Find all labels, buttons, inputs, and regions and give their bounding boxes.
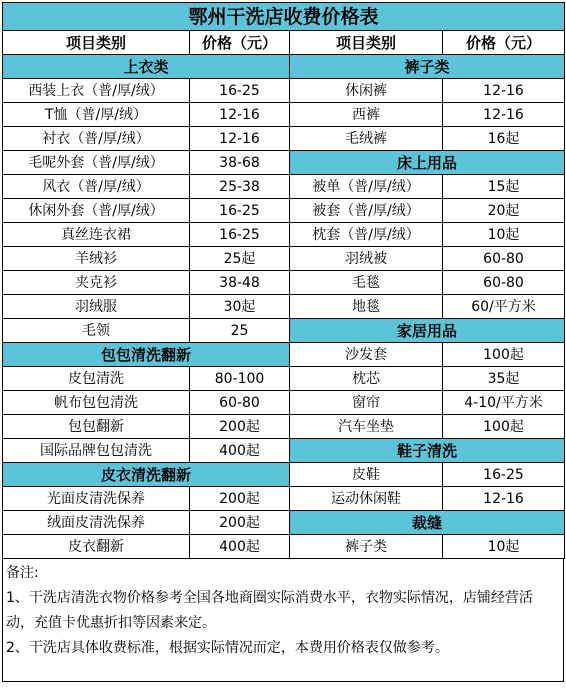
item-price-right: 16起 <box>443 127 565 151</box>
item-name-left: 衬衣（普/厚/绒） <box>3 127 190 151</box>
item-price-left: 38-68 <box>190 151 290 175</box>
item-name-right: 西裤 <box>290 103 443 127</box>
item-name-right: 羽绒被 <box>290 247 443 271</box>
header-price-right: 价格（元） <box>443 31 565 55</box>
table-row <box>3 103 565 127</box>
item-name-left: 绒面皮清洗保养 <box>3 511 190 535</box>
header-item-right: 项目类别 <box>290 31 443 55</box>
section-header-left: 皮衣清洗翻新 <box>3 463 290 487</box>
item-name-right: 毛绒裤 <box>290 127 443 151</box>
table-row <box>3 535 565 559</box>
table-row <box>3 511 565 535</box>
table-row <box>3 151 565 175</box>
item-price-left: 16-25 <box>190 79 290 103</box>
item-price-right: 20起 <box>443 199 565 223</box>
item-name-right: 枕芯 <box>290 367 443 391</box>
table-row <box>3 463 565 487</box>
item-price-left: 25 <box>190 319 290 343</box>
item-price-left: 38-48 <box>190 271 290 295</box>
item-price-left: 12-16 <box>190 103 290 127</box>
table-row <box>3 199 565 223</box>
item-price-left: 200起 <box>190 487 290 511</box>
item-name-right: 皮鞋 <box>290 463 443 487</box>
section-header-right: 鞋子清洗 <box>290 439 565 463</box>
table-row <box>3 55 565 79</box>
table-row <box>3 415 565 439</box>
header-price-left: 价格（元） <box>190 31 290 55</box>
item-name-right: 毛毯 <box>290 271 443 295</box>
item-name-left: 国际品牌包包清洗 <box>3 439 190 463</box>
item-price-right: 16-25 <box>443 463 565 487</box>
table-row <box>3 271 565 295</box>
item-price-left: 60-80 <box>190 391 290 415</box>
section-header-right: 裁缝 <box>290 511 565 535</box>
header-item-left: 项目类别 <box>3 31 190 55</box>
item-name-left: 皮衣翻新 <box>3 535 190 559</box>
item-price-left: 200起 <box>190 415 290 439</box>
page-title: 鄂州干洗店收费价格表 <box>3 3 565 31</box>
item-name-left: 羊绒衫 <box>3 247 190 271</box>
item-price-left: 400起 <box>190 439 290 463</box>
table-row <box>3 391 565 415</box>
item-name-left: 光面皮清洗保养 <box>3 487 190 511</box>
item-price-right: 10起 <box>443 535 565 559</box>
notes-box <box>2 559 564 682</box>
item-price-right: 60/平方米 <box>443 295 565 319</box>
item-price-right: 4-10/平方米 <box>443 391 565 415</box>
item-name-left: 真丝连衣裙 <box>3 223 190 247</box>
item-price-right: 100起 <box>443 415 565 439</box>
table-row <box>3 223 565 247</box>
section-header-right: 家居用品 <box>290 319 565 343</box>
item-name-left: 帆布包包清洗 <box>3 391 190 415</box>
price-table <box>2 2 565 559</box>
section-header-left: 上衣类 <box>3 55 290 79</box>
item-name-left: 毛领 <box>3 319 190 343</box>
table-row <box>3 343 565 367</box>
notes-line-2: 2、干洗店具体收费标准，根据实际情况而定，本费用价格表仅做参考。 <box>6 640 449 656</box>
item-price-right: 12-16 <box>443 79 565 103</box>
item-price-right: 35起 <box>443 367 565 391</box>
item-name-left: T恤（普/厚/绒） <box>3 103 190 127</box>
notes-heading: 备注: <box>6 565 39 581</box>
item-price-right: 12-16 <box>443 487 565 511</box>
item-name-right: 被单（普/厚/绒） <box>290 175 443 199</box>
table-row <box>3 439 565 463</box>
item-price-right: 10起 <box>443 223 565 247</box>
section-header-right: 裤子类 <box>290 55 565 79</box>
table-row <box>3 79 565 103</box>
item-price-left: 16-25 <box>190 223 290 247</box>
item-price-left: 16-25 <box>190 199 290 223</box>
item-name-right: 被套（普/厚/绒） <box>290 199 443 223</box>
table-row <box>3 319 565 343</box>
price-sheet <box>2 2 564 688</box>
table-row <box>3 127 565 151</box>
item-name-right: 汽车坐垫 <box>290 415 443 439</box>
item-price-left: 200起 <box>190 511 290 535</box>
title-row <box>3 3 565 31</box>
item-name-left: 羽绒服 <box>3 295 190 319</box>
item-price-right: 60-80 <box>443 247 565 271</box>
item-name-right: 休闲裤 <box>290 79 443 103</box>
notes-line-1: 1、干洗店清洗衣物价格参考全国各地商圈实际消费水平，衣物实际情况，店铺经营活动，充值卡优惠折扣等因素来定。 <box>6 590 533 631</box>
item-name-left: 西装上衣（普/厚/绒） <box>3 79 190 103</box>
item-price-left: 25-38 <box>190 175 290 199</box>
item-name-left: 包包翻新 <box>3 415 190 439</box>
item-name-right: 窗帘 <box>290 391 443 415</box>
item-price-left: 25起 <box>190 247 290 271</box>
item-name-right: 地毯 <box>290 295 443 319</box>
item-price-right: 12-16 <box>443 103 565 127</box>
section-header-right: 床上用品 <box>290 151 565 175</box>
item-price-left: 12-16 <box>190 127 290 151</box>
item-price-left: 80-100 <box>190 367 290 391</box>
item-name-right: 裤子类 <box>290 535 443 559</box>
item-name-left: 休闲外套（普/厚/绒） <box>3 199 190 223</box>
item-name-left: 风衣（普/厚/绒） <box>3 175 190 199</box>
table-row <box>3 175 565 199</box>
item-name-left: 皮包清洗 <box>3 367 190 391</box>
table-row <box>3 247 565 271</box>
table-row <box>3 367 565 391</box>
item-price-right: 100起 <box>443 343 565 367</box>
item-price-left: 400起 <box>190 535 290 559</box>
section-header-left: 包包清洗翻新 <box>3 343 290 367</box>
item-name-right: 枕套（普/厚/绒） <box>290 223 443 247</box>
item-name-left: 夹克衫 <box>3 271 190 295</box>
item-price-right: 15起 <box>443 175 565 199</box>
item-name-right: 运动休闲鞋 <box>290 487 443 511</box>
item-name-left: 毛呢外套（普/厚/绒） <box>3 151 190 175</box>
item-price-right: 60-80 <box>443 271 565 295</box>
item-price-left: 30起 <box>190 295 290 319</box>
table-row <box>3 295 565 319</box>
header-row <box>3 31 565 55</box>
item-name-right: 沙发套 <box>290 343 443 367</box>
table-row <box>3 487 565 511</box>
